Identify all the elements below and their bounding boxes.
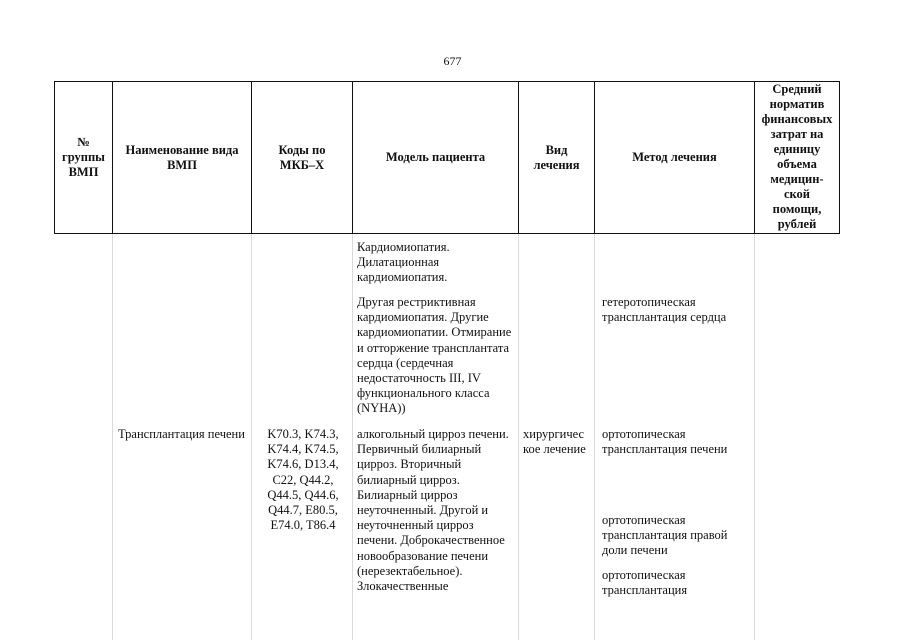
icd-codes-text: K70.3, K74.3, K74.4, K74.5, K74.6, D13.4, C22, Q44.2, Q44.5, Q44.6, Q44.7, E80.5, E74.0, T86.4 bbox=[267, 427, 339, 533]
treatment-method-text: ортотопическая трансплантация правой доли печени bbox=[602, 513, 728, 558]
patient-model-text: Другая рестриктивная кардиомиопатия. Другие кардиомиопатии. Отмирание и отторжение трансплантата сердца (сердечная недостаточность III, IV функционального класса (NYHA)) bbox=[357, 295, 512, 416]
header-row bbox=[55, 82, 840, 234]
header-treatment-method: Метод лечения bbox=[595, 82, 755, 234]
header-group-number: № группы ВМП bbox=[55, 82, 113, 234]
patient-model-text: Кардиомиопатия. Дилатационная кардиомиопатия. bbox=[357, 240, 450, 285]
column-divider bbox=[112, 234, 113, 640]
header-treatment-type: Вид лечения bbox=[519, 82, 595, 234]
patient-model-text: алкогольный цирроз печени. Первичный билиарный цирроз. Вторичный билиарный цирроз. Билиарный цирроз неуточненный. Другой и неуточненный цирроз печени. Доброкачественное новообразование печени (нерезектабельное). Злокачественные bbox=[357, 427, 509, 594]
column-divider bbox=[754, 234, 755, 640]
header-vmp-name: Наименование вида ВМП bbox=[113, 82, 252, 234]
vmp-name-text: Трансплантация печени bbox=[118, 427, 245, 441]
treatment-type-text: хирургичес кое лечение bbox=[523, 427, 586, 457]
header-patient-model: Модель пациента bbox=[353, 82, 519, 234]
header-cost-norm: Средний норматив финансовых затрат на единицу объема медицин- ской помощи, рублей bbox=[755, 82, 840, 234]
treatment-method-text: ортотопическая трансплантация печени bbox=[602, 427, 728, 457]
header-icd-codes: Коды по МКБ–Х bbox=[252, 82, 353, 234]
table-header bbox=[54, 81, 840, 234]
treatment-method-text: гетеротопическая трансплантация сердца bbox=[602, 295, 727, 325]
page-number: 677 bbox=[443, 54, 462, 68]
treatment-method-text: ортотопическая трансплантация bbox=[602, 568, 688, 598]
